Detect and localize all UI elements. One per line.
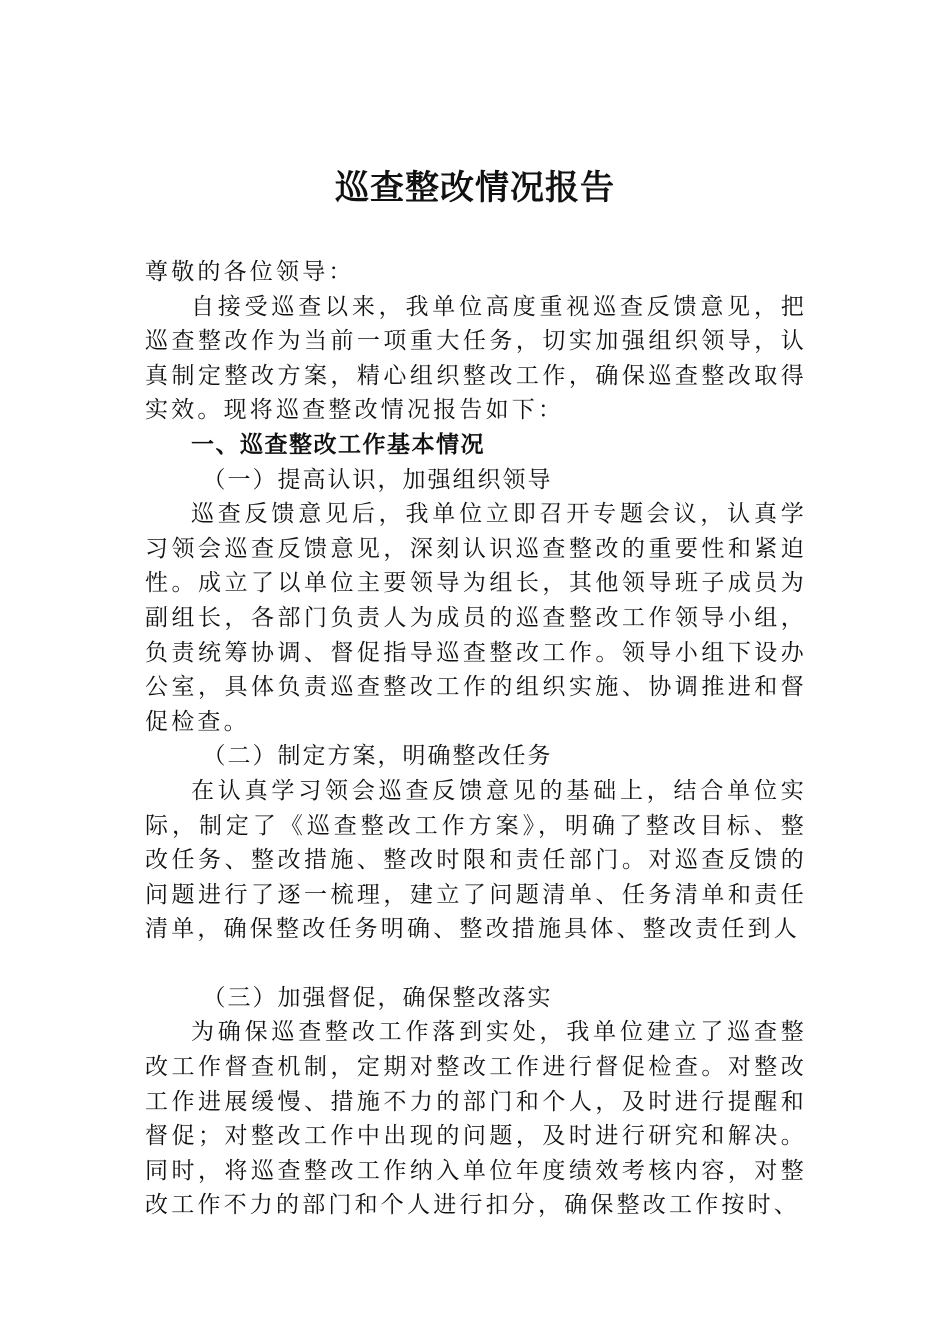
subsection-paragraph-2: 在认真学习领会巡查反馈意见的基础上，结合单位实际，制定了《巡查整改工作方案》，明确了整改目标、整改任务、整改措施、整改时限和责任部门。对巡查反馈的问题进行了逐一梳理，建立了问题清单、任务清单和责任清单，确保整改任务明确、整改措施具体、整改责任到人 [145,777,807,943]
subsection-paragraph-3: 为确保巡查整改工作落到实处，我单位建立了巡查整改工作督查机制，定期对整改工作进行督促检查。对整改工作进展缓慢、措施不力的部门和个人，及时进行提醒和督促；对整改工作中出现的问题，及时进行研究和解决。同时，将巡查整改工作纳入单位年度绩效考核内容，对整改工作不力的部门和个人进行扣分，确保整改工作按时、 [145,1019,807,1219]
subsection-heading-2: （二）制定方案，明确整改任务 [202,743,553,770]
section-heading-1: 一、巡查整改工作基本情况 [191,431,485,458]
intro-paragraph: 自接受巡查以来，我单位高度重视巡查反馈意见，把巡查整改作为当前一项重大任务，切实加强组织领导，认真制定整改方案，精心组织整改工作，确保巡查整改取得实效。现将巡查整改情况报告如下： [145,293,807,424]
subsection-heading-3: （三）加强督促，确保整改落实 [202,984,553,1011]
subsection-heading-1: （一）提高认识，加强组织领导 [202,466,553,493]
subsection-paragraph-1: 巡查反馈意见后，我单位立即召开专题会议，认真学习领会巡查反馈意见，深刻认识巡查整改的重要性和紧迫性。成立了以单位主要领导为组长，其他领导班子成员为副组长，各部门负责人为成员的巡查整改工作领导小组，负责统筹协调、督促指导巡查整改工作。领导小组下设办公室，具体负责巡查整改工作的组织实施、协调推进和督促检查。 [145,501,807,735]
document-title: 巡查整改情况报告 [335,168,615,208]
document-body [145,255,807,1223]
salutation: 尊敬的各位领导： [145,259,355,285]
paragraph-gap [145,947,807,981]
